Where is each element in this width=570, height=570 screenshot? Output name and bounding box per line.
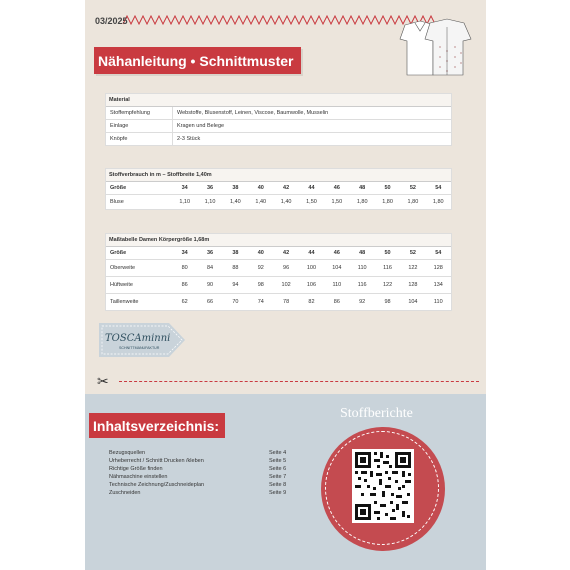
- toc-item-page: Seite 8: [269, 482, 287, 488]
- table-cell: 84: [206, 265, 214, 271]
- brand-logo-tag: [97, 319, 187, 361]
- table-cell: 94: [232, 282, 239, 288]
- measurement-heading: Maßtabelle Damen Körpergröße 1,68m: [106, 234, 451, 247]
- column-header: 34: [181, 185, 188, 191]
- toc-item-label: Zuschneiden: [109, 490, 141, 496]
- table-cell: 78: [283, 299, 290, 305]
- column-header: 44: [308, 185, 315, 191]
- table-cell: 116: [383, 265, 392, 271]
- toc-item[interactable]: [109, 482, 299, 490]
- column-header: 50: [384, 185, 391, 191]
- table-row: [106, 277, 451, 294]
- table-cell: 116: [357, 282, 367, 288]
- table-cell: 80: [181, 265, 188, 271]
- table-cell: 1,40: [230, 199, 241, 205]
- toc-item[interactable]: [109, 490, 299, 498]
- table-cell: 1,80: [432, 199, 444, 205]
- toc-item-page: Seite 4: [269, 450, 287, 456]
- qr-badge: [321, 427, 445, 551]
- toc-item[interactable]: [109, 458, 299, 466]
- column-header: 54: [435, 250, 442, 256]
- table-cell: 98: [257, 282, 264, 288]
- column-header: 40: [257, 185, 264, 191]
- column-header: 46: [333, 185, 340, 191]
- table-cell: Hüftweite: [110, 282, 133, 288]
- table-cell: 86: [181, 282, 188, 288]
- table-cell: 86: [333, 299, 340, 305]
- toc-item[interactable]: [109, 466, 299, 474]
- pattern-page: [85, 0, 486, 570]
- table-row: [106, 120, 451, 133]
- table-cell: 1,50: [306, 199, 317, 205]
- table-cell: 110: [433, 299, 443, 305]
- table-cell: 1,40: [280, 199, 292, 205]
- table-of-contents: [109, 450, 299, 498]
- column-header: 52: [409, 185, 416, 191]
- table-row: [106, 294, 451, 310]
- material-key: Einlage: [106, 120, 173, 132]
- table-cell: 90: [206, 282, 214, 288]
- table-cell: 104: [408, 299, 418, 305]
- table-header-row: [106, 182, 451, 195]
- table-cell: 122: [382, 282, 393, 288]
- toc-item-label: Nähmaschine einstellen: [109, 474, 168, 480]
- scissors-icon: ✂: [97, 373, 109, 389]
- table-cell: 98: [384, 299, 391, 305]
- column-header: 46: [333, 250, 340, 256]
- material-value: Kragen und Belege: [177, 123, 225, 129]
- table-cell: 102: [281, 282, 291, 288]
- table-cell: 62: [181, 299, 188, 305]
- column-header: 44: [308, 250, 315, 256]
- toc-item-label: Richtige Größe finden: [109, 466, 163, 472]
- table-cell: 88: [232, 265, 239, 271]
- material-value: Webstoffe, Blusenstoff, Leinen, Viscose, Baumwolle, Musselin: [177, 110, 329, 116]
- column-header: 34: [181, 250, 188, 256]
- measurement-table: [105, 233, 452, 311]
- column-header: 36: [206, 185, 214, 191]
- toc-item[interactable]: [109, 474, 299, 482]
- table-cell: 104: [332, 265, 342, 271]
- table-row: [106, 133, 451, 145]
- toc-item-label: Technische Zeichnung/Zuschneideplan: [109, 482, 205, 488]
- fabric-usage-table: [105, 168, 452, 210]
- table-cell: 1,40: [255, 199, 267, 205]
- table-cell: 70: [232, 299, 239, 305]
- column-header: 48: [359, 250, 366, 256]
- table-cell: 106: [306, 282, 317, 288]
- table-cell: Bluse: [110, 199, 124, 205]
- table-row: [106, 195, 451, 209]
- table-cell: 134: [433, 282, 443, 288]
- material-key: Knöpfe: [106, 133, 173, 145]
- table-row: [106, 107, 451, 120]
- page-title-banner: Nähanleitung • Schnittmuster: [94, 47, 301, 74]
- fabric-usage-heading: Stoffverbrauch in m – Stoffbreite 1,40m: [106, 169, 451, 182]
- toc-item[interactable]: [109, 450, 299, 458]
- material-key: Stoffempfehlung: [106, 107, 173, 119]
- column-header: 38: [232, 250, 239, 256]
- column-header: 36: [206, 250, 214, 256]
- material-table: [105, 93, 452, 146]
- table-cell: Oberweite: [110, 265, 136, 271]
- table-cell: 96: [283, 265, 290, 271]
- table-cell: Taillenweite: [110, 299, 139, 305]
- column-header: 42: [283, 185, 290, 191]
- table-cell: 66: [206, 299, 214, 305]
- toc-item-page: Seite 5: [269, 458, 287, 464]
- table-cell: 1,80: [356, 199, 368, 205]
- column-header: 40: [257, 250, 264, 256]
- table-cell: 1,10: [179, 199, 191, 205]
- material-value: 2-3 Stück: [177, 136, 201, 142]
- column-header: 52: [409, 250, 416, 256]
- column-header: 42: [283, 250, 290, 256]
- table-cell: 128: [433, 265, 443, 271]
- column-header: Größe: [110, 185, 127, 191]
- table-cell: 1,80: [382, 199, 393, 205]
- table-cell: 1,50: [331, 199, 343, 205]
- toc-title-banner: Inhaltsverzeichnis:: [89, 413, 225, 438]
- toc-item-label: Bezugsquellen: [109, 450, 146, 456]
- table-cell: 1,10: [204, 199, 216, 205]
- table-cell: 92: [257, 265, 264, 271]
- column-header: 54: [435, 185, 442, 191]
- table-cell: 1,80: [407, 199, 419, 205]
- table-cell: 110: [332, 282, 342, 288]
- table-cell: 128: [408, 282, 418, 288]
- table-cell: 92: [359, 299, 366, 305]
- stoffberichte-title: Stoffberichte: [340, 406, 413, 421]
- column-header: 50: [384, 250, 391, 256]
- column-header: Größe: [110, 250, 127, 256]
- brand-subtitle: SCHNITTMANUFAKTUR: [119, 346, 160, 350]
- column-header: 48: [359, 185, 366, 191]
- blouse-illustration: [385, 17, 480, 77]
- material-heading: Material: [106, 94, 451, 107]
- table-cell: 82: [308, 299, 315, 305]
- table-cell: 122: [408, 265, 418, 271]
- qr-code[interactable]: [352, 449, 414, 523]
- toc-item-page: Seite 7: [269, 474, 287, 480]
- toc-item-page: Seite 9: [269, 490, 287, 496]
- issue-number: 03/2025: [95, 16, 128, 26]
- cut-line: [119, 381, 479, 382]
- table-header-row: [106, 247, 451, 260]
- brand-name: TOSCAminni: [105, 333, 171, 344]
- table-cell: 110: [357, 265, 367, 271]
- table-row: [106, 260, 451, 277]
- table-cell: 74: [257, 299, 264, 305]
- toc-item-page: Seite 6: [269, 466, 287, 472]
- column-header: 38: [232, 185, 239, 191]
- toc-item-label: Urheberrecht / Schnitt Drucken /kleben: [109, 458, 204, 464]
- table-cell: 100: [306, 265, 317, 271]
